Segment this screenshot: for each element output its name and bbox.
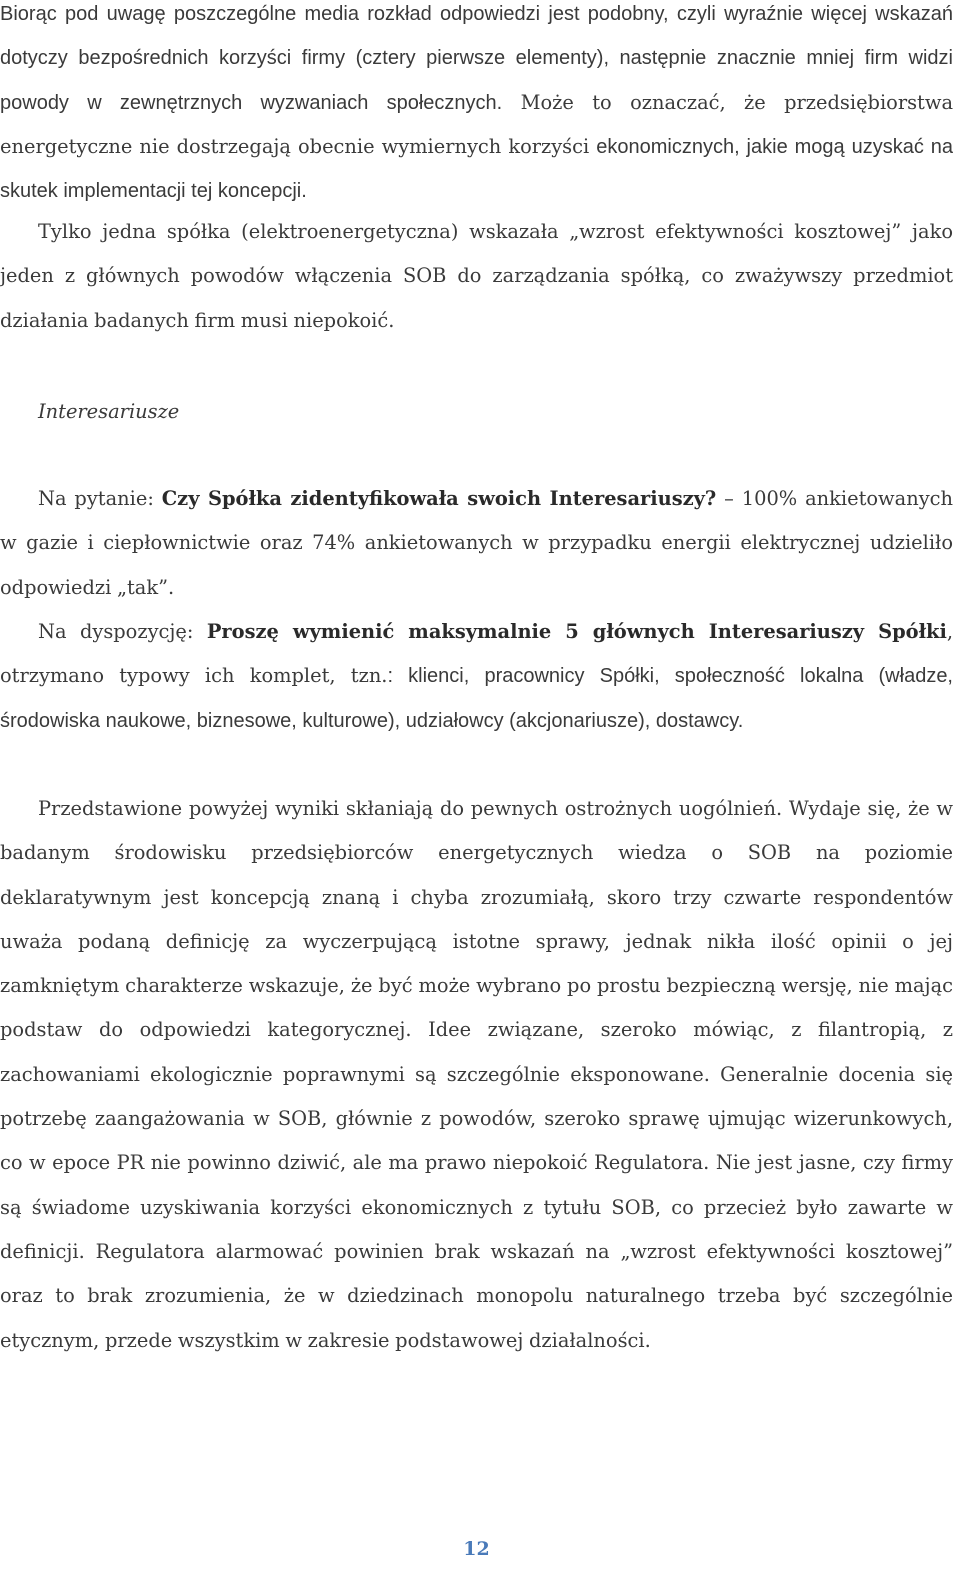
instruction-list: : klienci, pracownicy Spółki, społeczność lokalna (władze, środowiska naukowe, biznesowe, kulturowe), udziałowcy (akcjonariusze), dostawcy.	[0, 665, 953, 732]
paragraph-stakeholders-question	[0, 477, 953, 610]
paragraph-stakeholders-list	[0, 610, 953, 743]
paragraph-media-distribution	[0, 0, 953, 213]
question-lead: Na pytanie:	[38, 487, 162, 510]
paragraph-cost-efficiency: Tylko jedna spółka (elektroenergetyczna) wskazała „wzrost efektywności kosztowej” jako jeden z głównych powodów włączenia SOB do zarządzania spółką, co zważywszy przedmiot działania badanych firm musi niepokoić.	[0, 220, 953, 332]
page-number: 12	[463, 1538, 490, 1560]
instruction-bold: Proszę wymienić maksymalnie 5 głównych Interesariuszy Spółki	[206, 620, 947, 643]
instruction-lead: Na dyspozycję:	[38, 620, 207, 643]
question-bold: Czy Spółka zidentyfikowała swoich Interesariuszy?	[161, 487, 717, 510]
question-answer: – 100% ankietowanych w gazie i ciepłownictwie oraz 74% ankietowanych w przypadku energii elektrycznej udzieliło odpowiedzi „tak”.	[0, 487, 953, 599]
paragraph-sans-part-2: ekonomicznych, jakie mogą uzyskać na skutek implementacji tej koncepcji.	[0, 135, 953, 203]
instruction-mid: , otrzymano typowy ich komplet, tzn.	[0, 620, 954, 688]
paragraph-conclusions: Przedstawione powyżej wyniki skłaniają do pewnych ostrożnych uogólnień. Wydaje się, że w badanym środowisku przedsiębiorców energetycznych wiedza o SOB na poziomie deklaratywnym jest koncepcją znaną i chyba zrozumiałą, skoro trzy czwarte respondentów uważa podaną definicję za wyczerpującą istotne sprawy, jednak nikła ilość opinii o jej zamkniętym charakterze wskazuje, że być może wybrano po prostu bezpieczną wersję, nie mając podstaw do odpowiedzi kategorycznej. Idee związane, szeroko mówiąc, z filantropią, z zachowaniami ekologicznie poprawnymi są szczególnie eksponowane. Generalnie docenia się potrzebę zaangażowania w SOB, głównie z powodów, szeroko sprawę ujmując wizerunkowych, co w epoce PR nie powinno dziwić, ale ma prawo niepokoić Regulatora. Nie jest jasne, czy firmy są świadome uzyskiwania korzyści ekonomicznych z tytułu SOB, co przecież było zawarte w definicji. Regulatora alarmować powinien brak wskazań na „wzrost efektywności kosztowej” oraz to brak zrozumienia, że w dziedzinach monopolu naturalnego trzeba być szczególnie etycznym, przede wszystkim w zakresie podstawowej działalności.	[0, 797, 953, 1352]
section-heading: Interesariusze	[38, 400, 180, 423]
paragraph-serif-part: Może to oznaczać, że przedsiębiorstwa energetyczne nie dostrzegają obecnie wymiernych korzyści	[0, 90, 953, 158]
paragraph-sans-part: Biorąc pod uwagę poszczególne media rozkład odpowiedzi jest podobny, czyli wyraźnie więcej wskazań dotyczy bezpośrednich korzyści firmy (cztery pierwsze elementy), następnie znacznie mniej firm widzi powody w zewnętrznych wyzwaniach społecznych.	[0, 3, 953, 114]
